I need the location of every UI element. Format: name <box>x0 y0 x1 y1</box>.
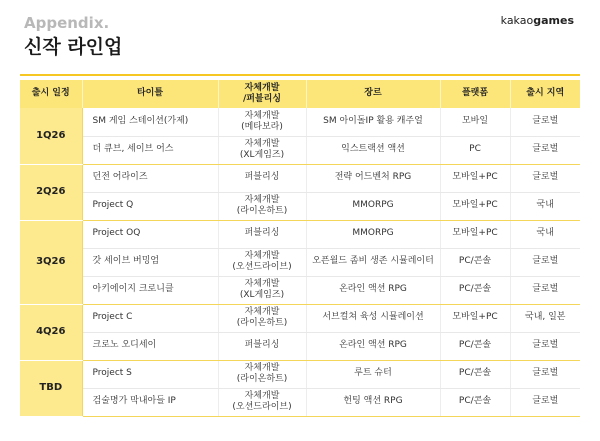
dev-type: 자체개발 <box>244 362 280 373</box>
quarter-cell: 2Q26 <box>20 164 82 220</box>
dev-studio: (XL게임즈) <box>239 150 285 160</box>
platform-cell: 모바일+PC <box>440 164 510 192</box>
dev-publish-cell <box>218 332 306 360</box>
genre-cell: 온라인 액션 RPG <box>306 332 440 360</box>
dev-publish-cell <box>218 164 306 192</box>
genre-cell: 루트 슈터 <box>306 360 440 388</box>
dev-studio: (오션드라이브) <box>232 262 292 272</box>
platform-cell: PC/콘솔 <box>440 332 510 360</box>
dev-type: 퍼블리싱 <box>244 172 280 183</box>
top-divider <box>20 74 580 76</box>
quarter-cell: TBD <box>20 360 82 416</box>
dev-publish-cell <box>218 248 306 276</box>
dev-studio: (라이온하트) <box>236 374 288 384</box>
region-cell: 국내 <box>510 192 580 220</box>
lineup-table <box>20 80 580 417</box>
genre-cell: MMORPG <box>306 192 440 220</box>
table-row <box>20 276 580 304</box>
title-cell: 크로노 오디세이 <box>82 332 218 360</box>
logo-kakao-text: kakao <box>500 14 534 27</box>
genre-cell: 온라인 액션 RPG <box>306 276 440 304</box>
quarter-cell: 1Q26 <box>20 108 82 164</box>
dev-type: 자체개발 <box>244 110 280 121</box>
title-cell: 아키에이지 크로니클 <box>82 276 218 304</box>
region-cell: 글로벌 <box>510 164 580 192</box>
dev-type: 자체개발 <box>244 278 280 289</box>
table-row <box>20 192 580 220</box>
genre-cell: 서브컬쳐 육성 시뮬레이션 <box>306 304 440 332</box>
title-cell: SM 게임 스테이션(가제) <box>82 108 218 136</box>
platform-cell: 모바일+PC <box>440 192 510 220</box>
region-cell: 글로벌 <box>510 136 580 164</box>
appendix-label: Appendix. <box>24 14 110 32</box>
genre-cell: MMORPG <box>306 220 440 248</box>
title-cell: 검술명가 막내아들 IP <box>82 388 218 416</box>
genre-cell: 헌팅 액션 RPG <box>306 388 440 416</box>
header-region: 출시 지역 <box>510 80 580 108</box>
table-row <box>20 388 580 416</box>
platform-cell: PC/콘솔 <box>440 248 510 276</box>
dev-studio: (오션드라이브) <box>232 402 292 412</box>
table-row <box>20 108 580 136</box>
region-cell: 글로벌 <box>510 388 580 416</box>
region-cell: 글로벌 <box>510 108 580 136</box>
dev-type: 자체개발 <box>244 194 280 205</box>
genre-cell: SM 아이돌IP 활용 캐주얼 <box>306 108 440 136</box>
page-title: 신작 라인업 <box>24 36 123 58</box>
header-quarter: 출시 일정 <box>20 80 82 108</box>
dev-studio: (XL게임즈) <box>239 290 285 300</box>
title-cell: Project Q <box>82 192 218 220</box>
dev-publish-cell <box>218 220 306 248</box>
platform-cell: PC/콘솔 <box>440 388 510 416</box>
dev-publish-cell <box>218 388 306 416</box>
table-row <box>20 248 580 276</box>
dev-type: 자체개발 <box>244 250 280 261</box>
title-cell: 갓 세이브 버밍엄 <box>82 248 218 276</box>
header-dev-line2: /퍼블리싱 <box>242 94 282 104</box>
quarter-cell: 3Q26 <box>20 220 82 304</box>
dev-publish-cell <box>218 108 306 136</box>
header-title: 타이틀 <box>82 80 218 108</box>
title-cell: 더 큐브, 세이브 어스 <box>82 136 218 164</box>
dev-publish-cell <box>218 360 306 388</box>
title-cell: Project S <box>82 360 218 388</box>
genre-cell: 오픈월드 좀비 생존 시뮬레이터 <box>306 248 440 276</box>
region-cell: 국내, 일본 <box>510 304 580 332</box>
quarter-cell: 4Q26 <box>20 304 82 360</box>
region-cell: 글로벌 <box>510 332 580 360</box>
region-cell: 글로벌 <box>510 276 580 304</box>
header-platform: 플랫폼 <box>440 80 510 108</box>
dev-publish-cell <box>218 192 306 220</box>
dev-studio: (라이온하트) <box>236 206 288 216</box>
logo-games-text: games <box>533 14 574 27</box>
platform-cell: 모바일+PC <box>440 220 510 248</box>
table-header-row <box>20 80 580 108</box>
table-row <box>20 220 580 248</box>
platform-cell: 모바일+PC <box>440 304 510 332</box>
table-row <box>20 360 580 388</box>
header-dev-line1: 자체개발 <box>244 82 280 93</box>
title-cell: Project C <box>82 304 218 332</box>
dev-type: 자체개발 <box>244 306 280 317</box>
header-dev-publish <box>218 80 306 108</box>
dev-type: 자체개발 <box>244 138 280 149</box>
platform-cell: PC <box>440 136 510 164</box>
genre-cell: 전략 어드벤처 RPG <box>306 164 440 192</box>
table-row <box>20 304 580 332</box>
dev-studio: (라이온하트) <box>236 318 288 328</box>
dev-type: 퍼블리싱 <box>244 228 280 239</box>
table-row <box>20 332 580 360</box>
dev-publish-cell <box>218 304 306 332</box>
dev-type: 퍼블리싱 <box>244 340 280 351</box>
platform-cell: 모바일 <box>440 108 510 136</box>
dev-publish-cell <box>218 136 306 164</box>
region-cell: 글로벌 <box>510 248 580 276</box>
title-cell: 던전 어라이즈 <box>82 164 218 192</box>
genre-cell: 익스트랙션 액션 <box>306 136 440 164</box>
dev-type: 자체개발 <box>244 390 280 401</box>
region-cell: 글로벌 <box>510 360 580 388</box>
platform-cell: PC/콘솔 <box>440 276 510 304</box>
dev-publish-cell <box>218 276 306 304</box>
kakaogames-logo <box>501 14 574 27</box>
dev-studio: (메타보라) <box>241 121 283 132</box>
table-row <box>20 136 580 164</box>
platform-cell: PC/콘솔 <box>440 360 510 388</box>
region-cell: 국내 <box>510 220 580 248</box>
title-cell: Project OQ <box>82 220 218 248</box>
table-row <box>20 164 580 192</box>
header-genre: 장르 <box>306 80 440 108</box>
